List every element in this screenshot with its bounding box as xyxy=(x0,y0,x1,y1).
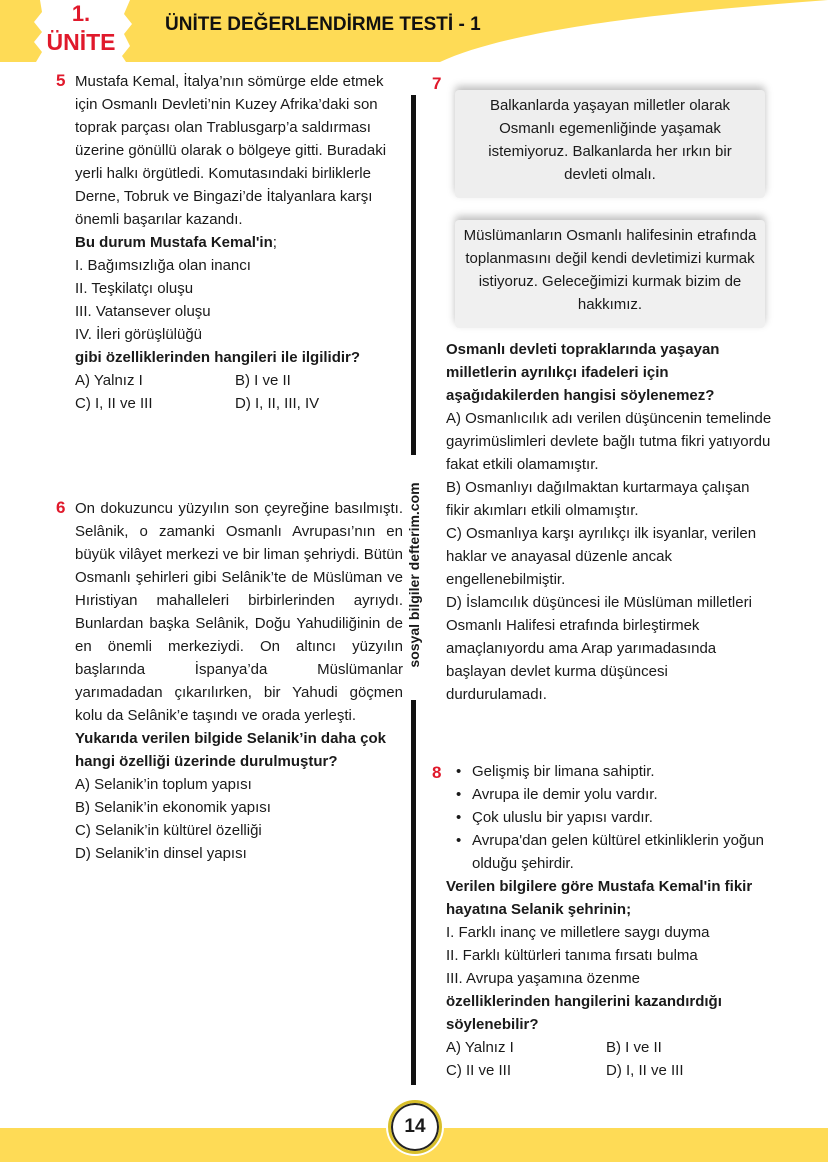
option-d[interactable]: D) İslamcılık düşüncesi ile Müslüman milletleri Osmanlı Halifesi etrafında birleştirmek amaçlanıyordu ama Arap yarımadasında başlayan devlet kurma düşüncesi durdurulamadı. xyxy=(446,594,752,703)
question-text: On dokuzuncu yüzyılın son çeyreğine basılmıştı. Selânik, o zamanki Osmanlı Avrupası’nın en büyük vilâyet merkezi ve bir liman şehriydi. Bütün Osmanlı şehirleri gibi Selânik’te de Müslüman ve Hıristiyan mahalleleri birbirlerinden ayrıydı. Bunlardan başka Selânik, Doğu Yahudiliğinin de en önemli merkeziydi. On altıncı yüzyılın başlarında İspanya’da Müslümanlar yarımadadan çıkarılırken, bir Yahudi göçmen kolu da Selânik’e taşındı ve orada yerleşti. xyxy=(75,500,403,724)
statement: I. Farklı inanç ve milletlere saygı duyma xyxy=(446,924,710,941)
question-6 xyxy=(75,497,403,865)
question-stem: Yukarıda verilen bilgide Selanik’in daha çok hangi özelliği üzerinde durulmuştur? xyxy=(75,730,386,770)
statement: III. Vatansever oluşu xyxy=(75,303,211,320)
option-c[interactable]: C) I, II ve III xyxy=(75,395,153,412)
info-list xyxy=(446,760,766,875)
option-a[interactable]: A) Selanik’in toplum yapısı xyxy=(75,776,252,793)
statement: II. Farklı kültürleri tanıma fırsatı bulma xyxy=(446,947,698,964)
statement: IV. İleri görüşlülüğü xyxy=(75,326,203,343)
divider-line xyxy=(411,95,416,455)
info-item: • Avrupa'dan gelen kültürel etkinliklerin yoğun olduğu şehirdir. xyxy=(452,829,766,875)
option-b[interactable]: B) Selanik’in ekonomik yapısı xyxy=(75,799,271,816)
question-5 xyxy=(75,70,395,415)
option-a[interactable]: A) Yalnız I xyxy=(75,372,143,389)
info-item: • Avrupa ile demir yolu vardır. xyxy=(452,783,766,806)
option-c[interactable]: C) Osmanlıya karşı ayrılıkçı ilk isyanlar, verilen haklar ve anayasal düzenle ancak engellenebilmiştir. xyxy=(446,525,757,588)
quote-box: Balkanlarda yaşayan milletler olarak Osmanlı egemenliğinde yaşamak istemiyoruz. Balkanlarda her ırkın bir devleti olmalı. xyxy=(455,90,765,198)
statement: I. Bağımsızlığa olan inancı xyxy=(75,257,251,274)
question-number: 6 xyxy=(56,498,66,517)
page-number: 14 xyxy=(388,1100,442,1154)
option-a[interactable]: A) Yalnız I xyxy=(446,1039,514,1056)
question-number: 7 xyxy=(432,74,442,93)
watermark: sosyal bilgiler defterim.com xyxy=(406,482,422,668)
divider-line xyxy=(411,700,416,1085)
question-lead: Bu durum Mustafa Kemal'in xyxy=(75,234,273,251)
unit-label: ÜNİTE xyxy=(46,29,116,55)
question-number: 5 xyxy=(56,71,66,90)
unit-badge xyxy=(36,0,126,62)
question-stem: özelliklerinden hangilerini kazandırdığı söylenebilir? xyxy=(446,993,722,1033)
info-item: • Gelişmiş bir limana sahiptir. xyxy=(452,760,766,783)
option-a[interactable]: A) Osmanlıcılık adı verilen düşüncenin temelinde gayrimüslimleri devlete bağlı tutma fikri yatıyordu fakat etkili olamamıştır. xyxy=(446,410,772,473)
option-b[interactable]: B) I ve II xyxy=(606,1039,662,1056)
lead-punct: ; xyxy=(272,234,277,251)
info-item: • Çok uluslu bir yapısı vardır. xyxy=(452,806,766,829)
option-d[interactable]: D) I, II ve III xyxy=(606,1062,684,1079)
option-c[interactable]: C) II ve III xyxy=(446,1062,512,1079)
question-stem: Osmanlı devleti topraklarında yaşayan milletlerin ayrılıkçı ifadeleri için aşağıdakilerden hangisi söylenemez? xyxy=(446,341,720,404)
question-number: 8 xyxy=(432,763,442,782)
statement: III. Avrupa yaşamına özenme xyxy=(446,970,640,987)
question-text: Mustafa Kemal, İtalya’nın sömürge elde etmek için Osmanlı Devleti’nin Kuzey Afrika’daki son toprak parçası olan Trablusgarp’a saldırması üzerine gönüllü olarak o bölgeye gitti. Buradaki yerli halkı örgütledi. Komutasındaki birliklerle Derne, Tobruk ve Bingazi’de İtalyanlara karşı önemli başarılar kazandı. xyxy=(75,73,387,228)
option-d[interactable]: D) Selanik’in dinsel yapısı xyxy=(75,845,247,862)
option-c[interactable]: C) Selanik’in kültürel özelliği xyxy=(75,822,262,839)
question-stem: gibi özelliklerinden hangileri ile ilgilidir? xyxy=(75,349,361,366)
question-8 xyxy=(446,760,766,1082)
unit-number: 1. xyxy=(71,1,91,26)
question-lead: Verilen bilgilere göre Mustafa Kemal'in fikir hayatına Selanik şehrinin; xyxy=(446,878,753,918)
option-b[interactable]: B) Osmanlıyı dağılmaktan kurtarmaya çalışan fikir akımları etkili olmamıştır. xyxy=(446,479,750,519)
page-title: ÜNİTE DEĞERLENDİRME TESTİ - 1 xyxy=(165,14,481,35)
header xyxy=(0,0,828,62)
option-b[interactable]: B) I ve II xyxy=(235,372,291,389)
question-7 xyxy=(446,338,772,706)
quote-box: Müslümanların Osmanlı halifesinin etrafında toplanmasını değil kendi devletimizi kurmak istiyoruz. Geleceğimizi kurmak bizim de hakkımız. xyxy=(455,220,765,328)
option-d[interactable]: D) I, II, III, IV xyxy=(235,395,320,412)
statement: II. Teşkilatçı oluşu xyxy=(75,280,194,297)
